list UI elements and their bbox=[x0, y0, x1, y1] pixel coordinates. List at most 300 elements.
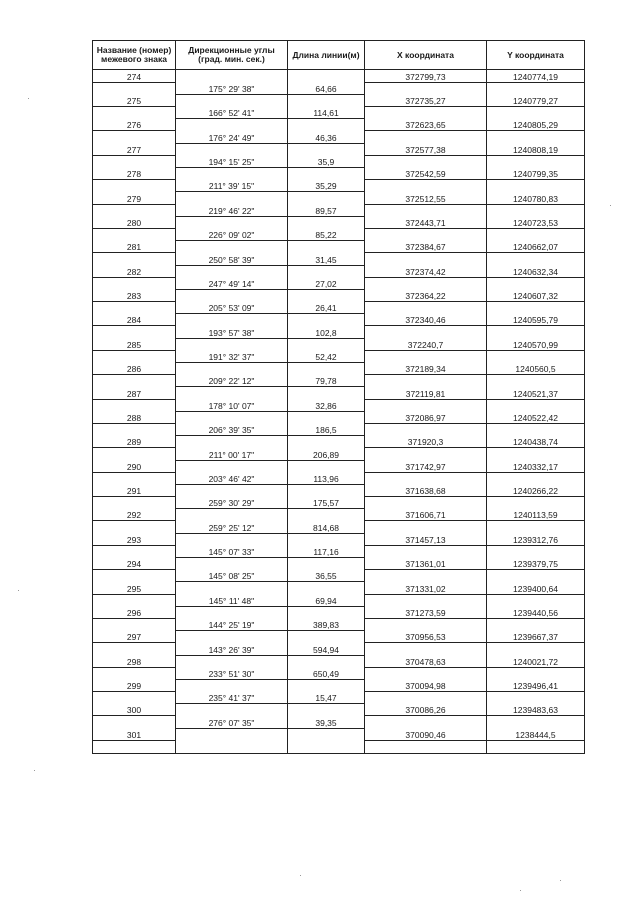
scan-speck bbox=[560, 880, 561, 881]
empty-cell bbox=[365, 497, 487, 509]
scan-speck bbox=[34, 770, 35, 771]
table-row bbox=[93, 253, 585, 265]
line-length-cell: 186,5 bbox=[288, 423, 365, 435]
empty-cell bbox=[93, 350, 176, 362]
y-coordinate-cell: 1240632,34 bbox=[487, 265, 585, 277]
empty-cell bbox=[487, 740, 585, 753]
y-coordinate-cell: 1240662,07 bbox=[487, 241, 585, 253]
empty-cell bbox=[365, 594, 487, 606]
x-coordinate-cell: 372086,97 bbox=[365, 411, 487, 423]
y-coordinate-cell: 1239312,76 bbox=[487, 533, 585, 545]
empty-cell bbox=[176, 314, 288, 326]
empty-cell bbox=[365, 82, 487, 94]
empty-cell bbox=[288, 509, 365, 521]
y-coordinate-cell: 1240438,74 bbox=[487, 436, 585, 448]
marker-name-cell: 279 bbox=[93, 192, 176, 204]
x-coordinate-cell: 372189,34 bbox=[365, 363, 487, 375]
direction-angle-cell: 276° 07' 35" bbox=[176, 716, 288, 728]
empty-cell bbox=[176, 94, 288, 106]
header-y-coordinate: Y координата bbox=[487, 41, 585, 70]
empty-cell bbox=[288, 289, 365, 301]
empty-cell bbox=[288, 533, 365, 545]
y-coordinate-cell: 1239483,63 bbox=[487, 704, 585, 716]
line-length-cell: 113,96 bbox=[288, 472, 365, 484]
table-row bbox=[93, 582, 585, 594]
empty-cell bbox=[365, 472, 487, 484]
table-row bbox=[93, 314, 585, 326]
line-length-cell: 69,94 bbox=[288, 594, 365, 606]
marker-name-cell: 301 bbox=[93, 728, 176, 740]
empty-cell bbox=[487, 594, 585, 606]
empty-cell bbox=[176, 70, 288, 83]
marker-name-cell: 293 bbox=[93, 533, 176, 545]
line-length-cell: 31,45 bbox=[288, 253, 365, 265]
table-row bbox=[93, 594, 585, 606]
empty-cell bbox=[176, 363, 288, 375]
empty-cell bbox=[93, 716, 176, 728]
empty-cell bbox=[176, 631, 288, 643]
empty-cell bbox=[288, 265, 365, 277]
empty-cell bbox=[176, 484, 288, 496]
line-length-cell: 64,66 bbox=[288, 82, 365, 94]
table-row bbox=[93, 350, 585, 362]
line-length-cell: 27,02 bbox=[288, 277, 365, 289]
line-length-cell: 36,55 bbox=[288, 570, 365, 582]
marker-name-cell: 283 bbox=[93, 289, 176, 301]
marker-name-cell: 296 bbox=[93, 606, 176, 618]
empty-cell bbox=[288, 484, 365, 496]
marker-name-cell: 294 bbox=[93, 558, 176, 570]
y-coordinate-cell: 1239440,56 bbox=[487, 606, 585, 618]
empty-cell bbox=[288, 704, 365, 716]
empty-cell bbox=[365, 277, 487, 289]
marker-name-cell: 275 bbox=[93, 94, 176, 106]
empty-cell bbox=[365, 155, 487, 167]
x-coordinate-cell: 372119,81 bbox=[365, 387, 487, 399]
empty-cell bbox=[365, 570, 487, 582]
line-length-cell: 79,78 bbox=[288, 375, 365, 387]
x-coordinate-cell: 371742,97 bbox=[365, 460, 487, 472]
empty-cell bbox=[288, 460, 365, 472]
empty-cell bbox=[487, 350, 585, 362]
direction-angle-cell: 211° 39' 15" bbox=[176, 180, 288, 192]
table-row bbox=[93, 460, 585, 472]
empty-cell bbox=[93, 253, 176, 265]
table-row bbox=[93, 204, 585, 216]
empty-cell bbox=[288, 94, 365, 106]
table-row bbox=[93, 399, 585, 411]
table-row bbox=[93, 643, 585, 655]
line-length-cell: 389,83 bbox=[288, 618, 365, 630]
direction-angle-cell: 226° 09' 02" bbox=[176, 228, 288, 240]
marker-name-cell: 299 bbox=[93, 679, 176, 691]
empty-cell bbox=[365, 643, 487, 655]
direction-angle-cell: 247° 49' 14" bbox=[176, 277, 288, 289]
empty-cell bbox=[93, 82, 176, 94]
table-row bbox=[93, 94, 585, 106]
marker-name-cell: 295 bbox=[93, 582, 176, 594]
direction-angle-cell: 193° 57' 38" bbox=[176, 326, 288, 338]
direction-angle-cell: 233° 51' 30" bbox=[176, 667, 288, 679]
x-coordinate-cell: 372384,67 bbox=[365, 241, 487, 253]
marker-name-cell: 297 bbox=[93, 631, 176, 643]
direction-angle-cell: 166° 52' 41" bbox=[176, 107, 288, 119]
x-coordinate-cell: 370478,63 bbox=[365, 655, 487, 667]
empty-cell bbox=[176, 728, 288, 740]
empty-cell bbox=[176, 582, 288, 594]
direction-angle-cell: 206° 39' 35" bbox=[176, 423, 288, 435]
empty-cell bbox=[288, 728, 365, 740]
empty-cell bbox=[176, 679, 288, 691]
empty-cell bbox=[487, 228, 585, 240]
x-coordinate-cell: 372542,59 bbox=[365, 168, 487, 180]
empty-cell bbox=[288, 740, 365, 753]
table-row bbox=[93, 289, 585, 301]
empty-cell bbox=[93, 155, 176, 167]
empty-cell bbox=[93, 570, 176, 582]
empty-cell bbox=[176, 411, 288, 423]
line-length-cell: 85,22 bbox=[288, 228, 365, 240]
direction-angle-cell: 175° 29' 38" bbox=[176, 82, 288, 94]
y-coordinate-cell: 1240780,83 bbox=[487, 192, 585, 204]
table-row bbox=[93, 265, 585, 277]
empty-cell bbox=[365, 180, 487, 192]
table-row bbox=[93, 679, 585, 691]
scan-speck bbox=[300, 875, 301, 876]
empty-cell bbox=[288, 168, 365, 180]
empty-cell bbox=[288, 119, 365, 131]
direction-angle-cell: 203° 46' 42" bbox=[176, 472, 288, 484]
empty-cell bbox=[288, 655, 365, 667]
direction-angle-cell: 145° 07' 33" bbox=[176, 545, 288, 557]
direction-angle-cell: 259° 25' 12" bbox=[176, 521, 288, 533]
table-row bbox=[93, 375, 585, 387]
empty-cell bbox=[93, 180, 176, 192]
empty-cell bbox=[365, 302, 487, 314]
empty-cell bbox=[288, 679, 365, 691]
empty-cell bbox=[93, 521, 176, 533]
empty-cell bbox=[93, 399, 176, 411]
line-length-cell: 39,35 bbox=[288, 716, 365, 728]
empty-cell bbox=[365, 253, 487, 265]
empty-cell bbox=[487, 180, 585, 192]
empty-cell bbox=[288, 143, 365, 155]
empty-cell bbox=[487, 155, 585, 167]
line-length-cell: 26,41 bbox=[288, 302, 365, 314]
empty-cell bbox=[176, 143, 288, 155]
table-row bbox=[93, 423, 585, 435]
direction-angle-cell: 209° 22' 12" bbox=[176, 375, 288, 387]
table-row bbox=[93, 82, 585, 94]
empty-cell bbox=[487, 423, 585, 435]
empty-cell bbox=[487, 716, 585, 728]
table-row bbox=[93, 155, 585, 167]
table-row bbox=[93, 740, 585, 753]
table-row bbox=[93, 107, 585, 119]
table-row bbox=[93, 192, 585, 204]
empty-cell bbox=[93, 618, 176, 630]
empty-cell bbox=[365, 399, 487, 411]
empty-cell bbox=[487, 570, 585, 582]
direction-angle-cell: 191° 32' 37" bbox=[176, 350, 288, 362]
empty-cell bbox=[487, 472, 585, 484]
empty-cell bbox=[176, 338, 288, 350]
empty-cell bbox=[288, 582, 365, 594]
y-coordinate-cell: 1240805,29 bbox=[487, 119, 585, 131]
empty-cell bbox=[93, 204, 176, 216]
direction-angle-cell: 176° 24' 49" bbox=[176, 131, 288, 143]
direction-angle-cell: 145° 08' 25" bbox=[176, 570, 288, 582]
direction-angle-cell: 211° 00' 17" bbox=[176, 448, 288, 460]
marker-name-cell: 289 bbox=[93, 436, 176, 448]
table-row bbox=[93, 655, 585, 667]
empty-cell bbox=[93, 643, 176, 655]
empty-cell bbox=[365, 204, 487, 216]
empty-cell bbox=[176, 509, 288, 521]
y-coordinate-cell: 1240570,99 bbox=[487, 338, 585, 350]
y-coordinate-cell: 1240779,27 bbox=[487, 94, 585, 106]
x-coordinate-cell: 372443,71 bbox=[365, 216, 487, 228]
empty-cell bbox=[176, 606, 288, 618]
marker-name-cell: 300 bbox=[93, 704, 176, 716]
y-coordinate-cell: 1240595,79 bbox=[487, 314, 585, 326]
header-marker-name: Название (номер) межевого знака bbox=[93, 41, 176, 70]
marker-name-cell: 278 bbox=[93, 168, 176, 180]
empty-cell bbox=[176, 192, 288, 204]
line-length-cell: 206,89 bbox=[288, 448, 365, 460]
empty-cell bbox=[288, 192, 365, 204]
empty-cell bbox=[365, 375, 487, 387]
empty-cell bbox=[93, 375, 176, 387]
line-length-cell: 814,68 bbox=[288, 521, 365, 533]
y-coordinate-cell: 1239379,75 bbox=[487, 558, 585, 570]
y-coordinate-cell: 1238444,5 bbox=[487, 728, 585, 740]
marker-name-cell: 292 bbox=[93, 509, 176, 521]
empty-cell bbox=[288, 387, 365, 399]
table-row bbox=[93, 302, 585, 314]
table-row bbox=[93, 168, 585, 180]
x-coordinate-cell: 371361,01 bbox=[365, 558, 487, 570]
x-coordinate-cell: 372577,38 bbox=[365, 143, 487, 155]
empty-cell bbox=[93, 667, 176, 679]
empty-cell bbox=[176, 387, 288, 399]
marker-name-cell: 288 bbox=[93, 411, 176, 423]
empty-cell bbox=[365, 545, 487, 557]
y-coordinate-cell: 1239496,41 bbox=[487, 679, 585, 691]
empty-cell bbox=[288, 216, 365, 228]
y-coordinate-cell: 1240560,5 bbox=[487, 363, 585, 375]
table-row bbox=[93, 728, 585, 740]
marker-name-cell: 285 bbox=[93, 338, 176, 350]
empty-cell bbox=[93, 448, 176, 460]
empty-cell bbox=[176, 265, 288, 277]
empty-cell bbox=[288, 436, 365, 448]
empty-cell bbox=[93, 545, 176, 557]
x-coordinate-cell: 372364,22 bbox=[365, 289, 487, 301]
empty-cell bbox=[176, 289, 288, 301]
x-coordinate-cell: 370086,26 bbox=[365, 704, 487, 716]
empty-cell bbox=[93, 497, 176, 509]
table-row bbox=[93, 228, 585, 240]
empty-cell bbox=[365, 423, 487, 435]
header-x-coordinate: X координата bbox=[365, 41, 487, 70]
empty-cell bbox=[176, 436, 288, 448]
scan-speck bbox=[18, 590, 19, 591]
empty-cell bbox=[93, 423, 176, 435]
line-length-cell: 35,29 bbox=[288, 180, 365, 192]
empty-cell bbox=[487, 375, 585, 387]
direction-angle-cell: 194° 15' 25" bbox=[176, 155, 288, 167]
table-row bbox=[93, 180, 585, 192]
line-length-cell: 15,47 bbox=[288, 692, 365, 704]
line-length-cell: 650,49 bbox=[288, 667, 365, 679]
table-row bbox=[93, 363, 585, 375]
table-row bbox=[93, 241, 585, 253]
y-coordinate-cell: 1240799,35 bbox=[487, 168, 585, 180]
empty-cell bbox=[93, 594, 176, 606]
table-row bbox=[93, 484, 585, 496]
marker-name-cell: 280 bbox=[93, 216, 176, 228]
y-coordinate-cell: 1240808,19 bbox=[487, 143, 585, 155]
line-length-cell: 35,9 bbox=[288, 155, 365, 167]
direction-angle-cell: 178° 10' 07" bbox=[176, 399, 288, 411]
direction-angle-cell: 143° 26' 39" bbox=[176, 643, 288, 655]
empty-cell bbox=[487, 302, 585, 314]
table-row bbox=[93, 533, 585, 545]
table-row bbox=[93, 436, 585, 448]
y-coordinate-cell: 1240332,17 bbox=[487, 460, 585, 472]
empty-cell bbox=[176, 216, 288, 228]
empty-cell bbox=[93, 228, 176, 240]
header-direction-angle: Дирекционные углы (град. мин. сек.) bbox=[176, 41, 288, 70]
table-row bbox=[93, 631, 585, 643]
direction-angle-cell: 259° 30' 29" bbox=[176, 497, 288, 509]
empty-cell bbox=[365, 228, 487, 240]
empty-cell bbox=[93, 326, 176, 338]
y-coordinate-cell: 1240607,32 bbox=[487, 289, 585, 301]
empty-cell bbox=[365, 740, 487, 753]
empty-cell bbox=[288, 70, 365, 83]
empty-cell bbox=[365, 618, 487, 630]
line-length-cell: 32,86 bbox=[288, 399, 365, 411]
marker-name-cell: 277 bbox=[93, 143, 176, 155]
y-coordinate-cell: 1240723,53 bbox=[487, 216, 585, 228]
x-coordinate-cell: 372374,42 bbox=[365, 265, 487, 277]
empty-cell bbox=[176, 460, 288, 472]
empty-cell bbox=[487, 326, 585, 338]
empty-cell bbox=[365, 448, 487, 460]
table-row bbox=[93, 411, 585, 423]
empty-cell bbox=[288, 338, 365, 350]
table-row bbox=[93, 119, 585, 131]
table-row bbox=[93, 692, 585, 704]
marker-name-cell: 291 bbox=[93, 484, 176, 496]
scan-speck bbox=[610, 205, 611, 206]
x-coordinate-cell: 370090,46 bbox=[365, 728, 487, 740]
y-coordinate-cell: 1240774,19 bbox=[487, 70, 585, 83]
empty-cell bbox=[288, 411, 365, 423]
x-coordinate-cell: 372623,65 bbox=[365, 119, 487, 131]
table-row bbox=[93, 216, 585, 228]
empty-cell bbox=[288, 558, 365, 570]
marker-name-cell: 274 bbox=[93, 70, 176, 83]
line-length-cell: 89,57 bbox=[288, 204, 365, 216]
x-coordinate-cell: 371331,02 bbox=[365, 582, 487, 594]
table-row bbox=[93, 472, 585, 484]
marker-name-cell: 290 bbox=[93, 460, 176, 472]
empty-cell bbox=[176, 655, 288, 667]
empty-cell bbox=[288, 314, 365, 326]
empty-cell bbox=[176, 740, 288, 753]
empty-cell bbox=[176, 558, 288, 570]
table-row bbox=[93, 667, 585, 679]
header-line-length: Длина линии(м) bbox=[288, 41, 365, 70]
empty-cell bbox=[487, 107, 585, 119]
empty-cell bbox=[487, 643, 585, 655]
empty-cell bbox=[288, 606, 365, 618]
empty-cell bbox=[487, 692, 585, 704]
empty-cell bbox=[487, 448, 585, 460]
empty-cell bbox=[93, 107, 176, 119]
empty-cell bbox=[93, 302, 176, 314]
y-coordinate-cell: 1240113,59 bbox=[487, 509, 585, 521]
table-row bbox=[93, 558, 585, 570]
x-coordinate-cell: 371606,71 bbox=[365, 509, 487, 521]
marker-name-cell: 287 bbox=[93, 387, 176, 399]
line-length-cell: 117,16 bbox=[288, 545, 365, 557]
empty-cell bbox=[176, 168, 288, 180]
empty-cell bbox=[93, 277, 176, 289]
empty-cell bbox=[288, 631, 365, 643]
y-coordinate-cell: 1240021,72 bbox=[487, 655, 585, 667]
table-row bbox=[93, 143, 585, 155]
marker-name-cell: 276 bbox=[93, 119, 176, 131]
empty-cell bbox=[365, 350, 487, 362]
empty-cell bbox=[93, 472, 176, 484]
empty-cell bbox=[93, 740, 176, 753]
table-row bbox=[93, 326, 585, 338]
empty-cell bbox=[288, 241, 365, 253]
x-coordinate-cell: 371273,59 bbox=[365, 606, 487, 618]
empty-cell bbox=[487, 521, 585, 533]
direction-angle-cell: 219° 46' 22" bbox=[176, 204, 288, 216]
y-coordinate-cell: 1240522,42 bbox=[487, 411, 585, 423]
empty-cell bbox=[93, 131, 176, 143]
direction-angle-cell: 145° 11' 48" bbox=[176, 594, 288, 606]
empty-cell bbox=[365, 667, 487, 679]
empty-cell bbox=[365, 716, 487, 728]
x-coordinate-cell: 371457,13 bbox=[365, 533, 487, 545]
direction-angle-cell: 144° 25' 19" bbox=[176, 618, 288, 630]
table-row bbox=[93, 131, 585, 143]
table-row bbox=[93, 497, 585, 509]
direction-angle-cell: 235° 41' 37" bbox=[176, 692, 288, 704]
y-coordinate-cell: 1239400,64 bbox=[487, 582, 585, 594]
scan-speck bbox=[520, 890, 521, 891]
table-row bbox=[93, 545, 585, 557]
scan-speck bbox=[28, 98, 29, 99]
y-coordinate-cell: 1239667,37 bbox=[487, 631, 585, 643]
table-row bbox=[93, 509, 585, 521]
empty-cell bbox=[365, 107, 487, 119]
marker-name-cell: 298 bbox=[93, 655, 176, 667]
boundary-coordinates-table bbox=[92, 40, 585, 754]
empty-cell bbox=[176, 119, 288, 131]
empty-cell bbox=[365, 521, 487, 533]
marker-name-cell: 284 bbox=[93, 314, 176, 326]
empty-cell bbox=[487, 204, 585, 216]
x-coordinate-cell: 372799,73 bbox=[365, 70, 487, 83]
